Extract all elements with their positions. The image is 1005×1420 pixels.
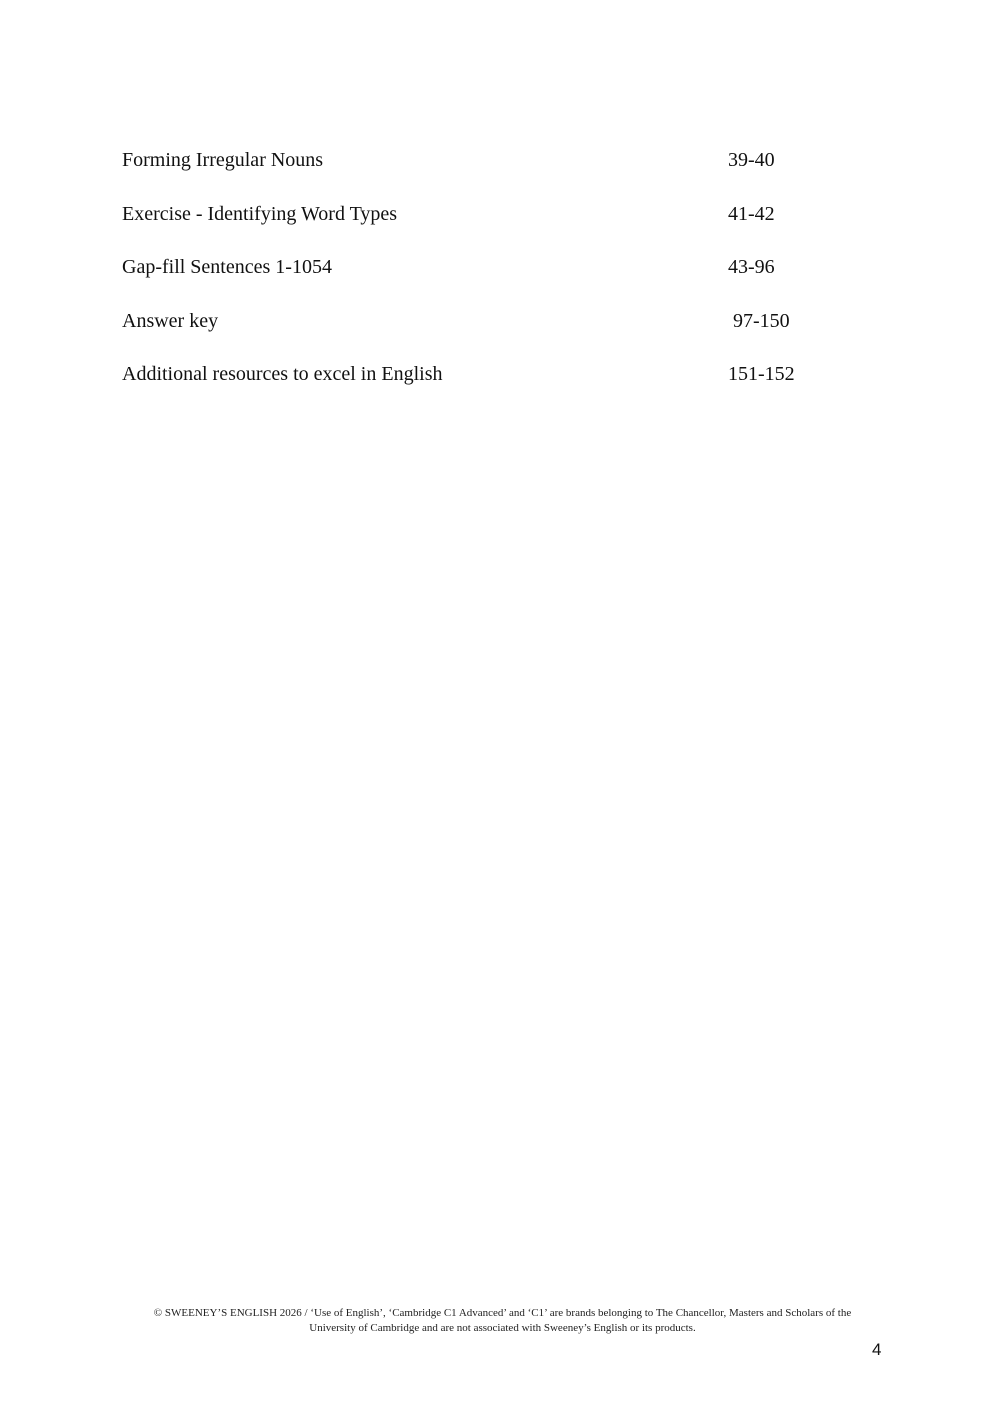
copyright-line-2: University of Cambridge and are not associated with Sweeney’s English or its products. — [309, 1322, 696, 1334]
toc-entry[interactable] — [122, 200, 842, 254]
toc-entry-title: Forming Irregular Nouns — [122, 149, 324, 171]
table-of-contents — [122, 146, 842, 414]
toc-entry[interactable] — [122, 253, 842, 307]
toc-entry[interactable] — [122, 146, 842, 200]
page-number: 4 — [872, 1340, 882, 1359]
toc-entry-pages: 151-152 — [728, 363, 795, 385]
toc-entry[interactable] — [122, 307, 842, 361]
toc-entry-title: Exercise - Identifying Word Types — [122, 202, 398, 225]
toc-entry[interactable] — [122, 360, 842, 414]
toc-entry-title: Gap-fill Sentences 1-1054 — [122, 256, 332, 278]
toc-entry-title: Answer key — [122, 309, 219, 332]
copyright-line-1: © SWEENEY’S ENGLISH 2026 / ‘Use of English’, ‘Cambridge C1 Advanced’ and ‘C1’ are brands belonging to The Chancellor, Masters and Scholars of the — [153, 1307, 852, 1319]
copyright-footer — [110, 1306, 895, 1336]
toc-entry-title: Additional resources to excel in English — [122, 363, 443, 385]
toc-entry-pages: 97-150 — [733, 309, 790, 332]
toc-entry-pages: 41-42 — [728, 202, 775, 225]
toc-entry-pages: 39-40 — [728, 149, 775, 171]
toc-entry-pages: 43-96 — [728, 256, 775, 278]
